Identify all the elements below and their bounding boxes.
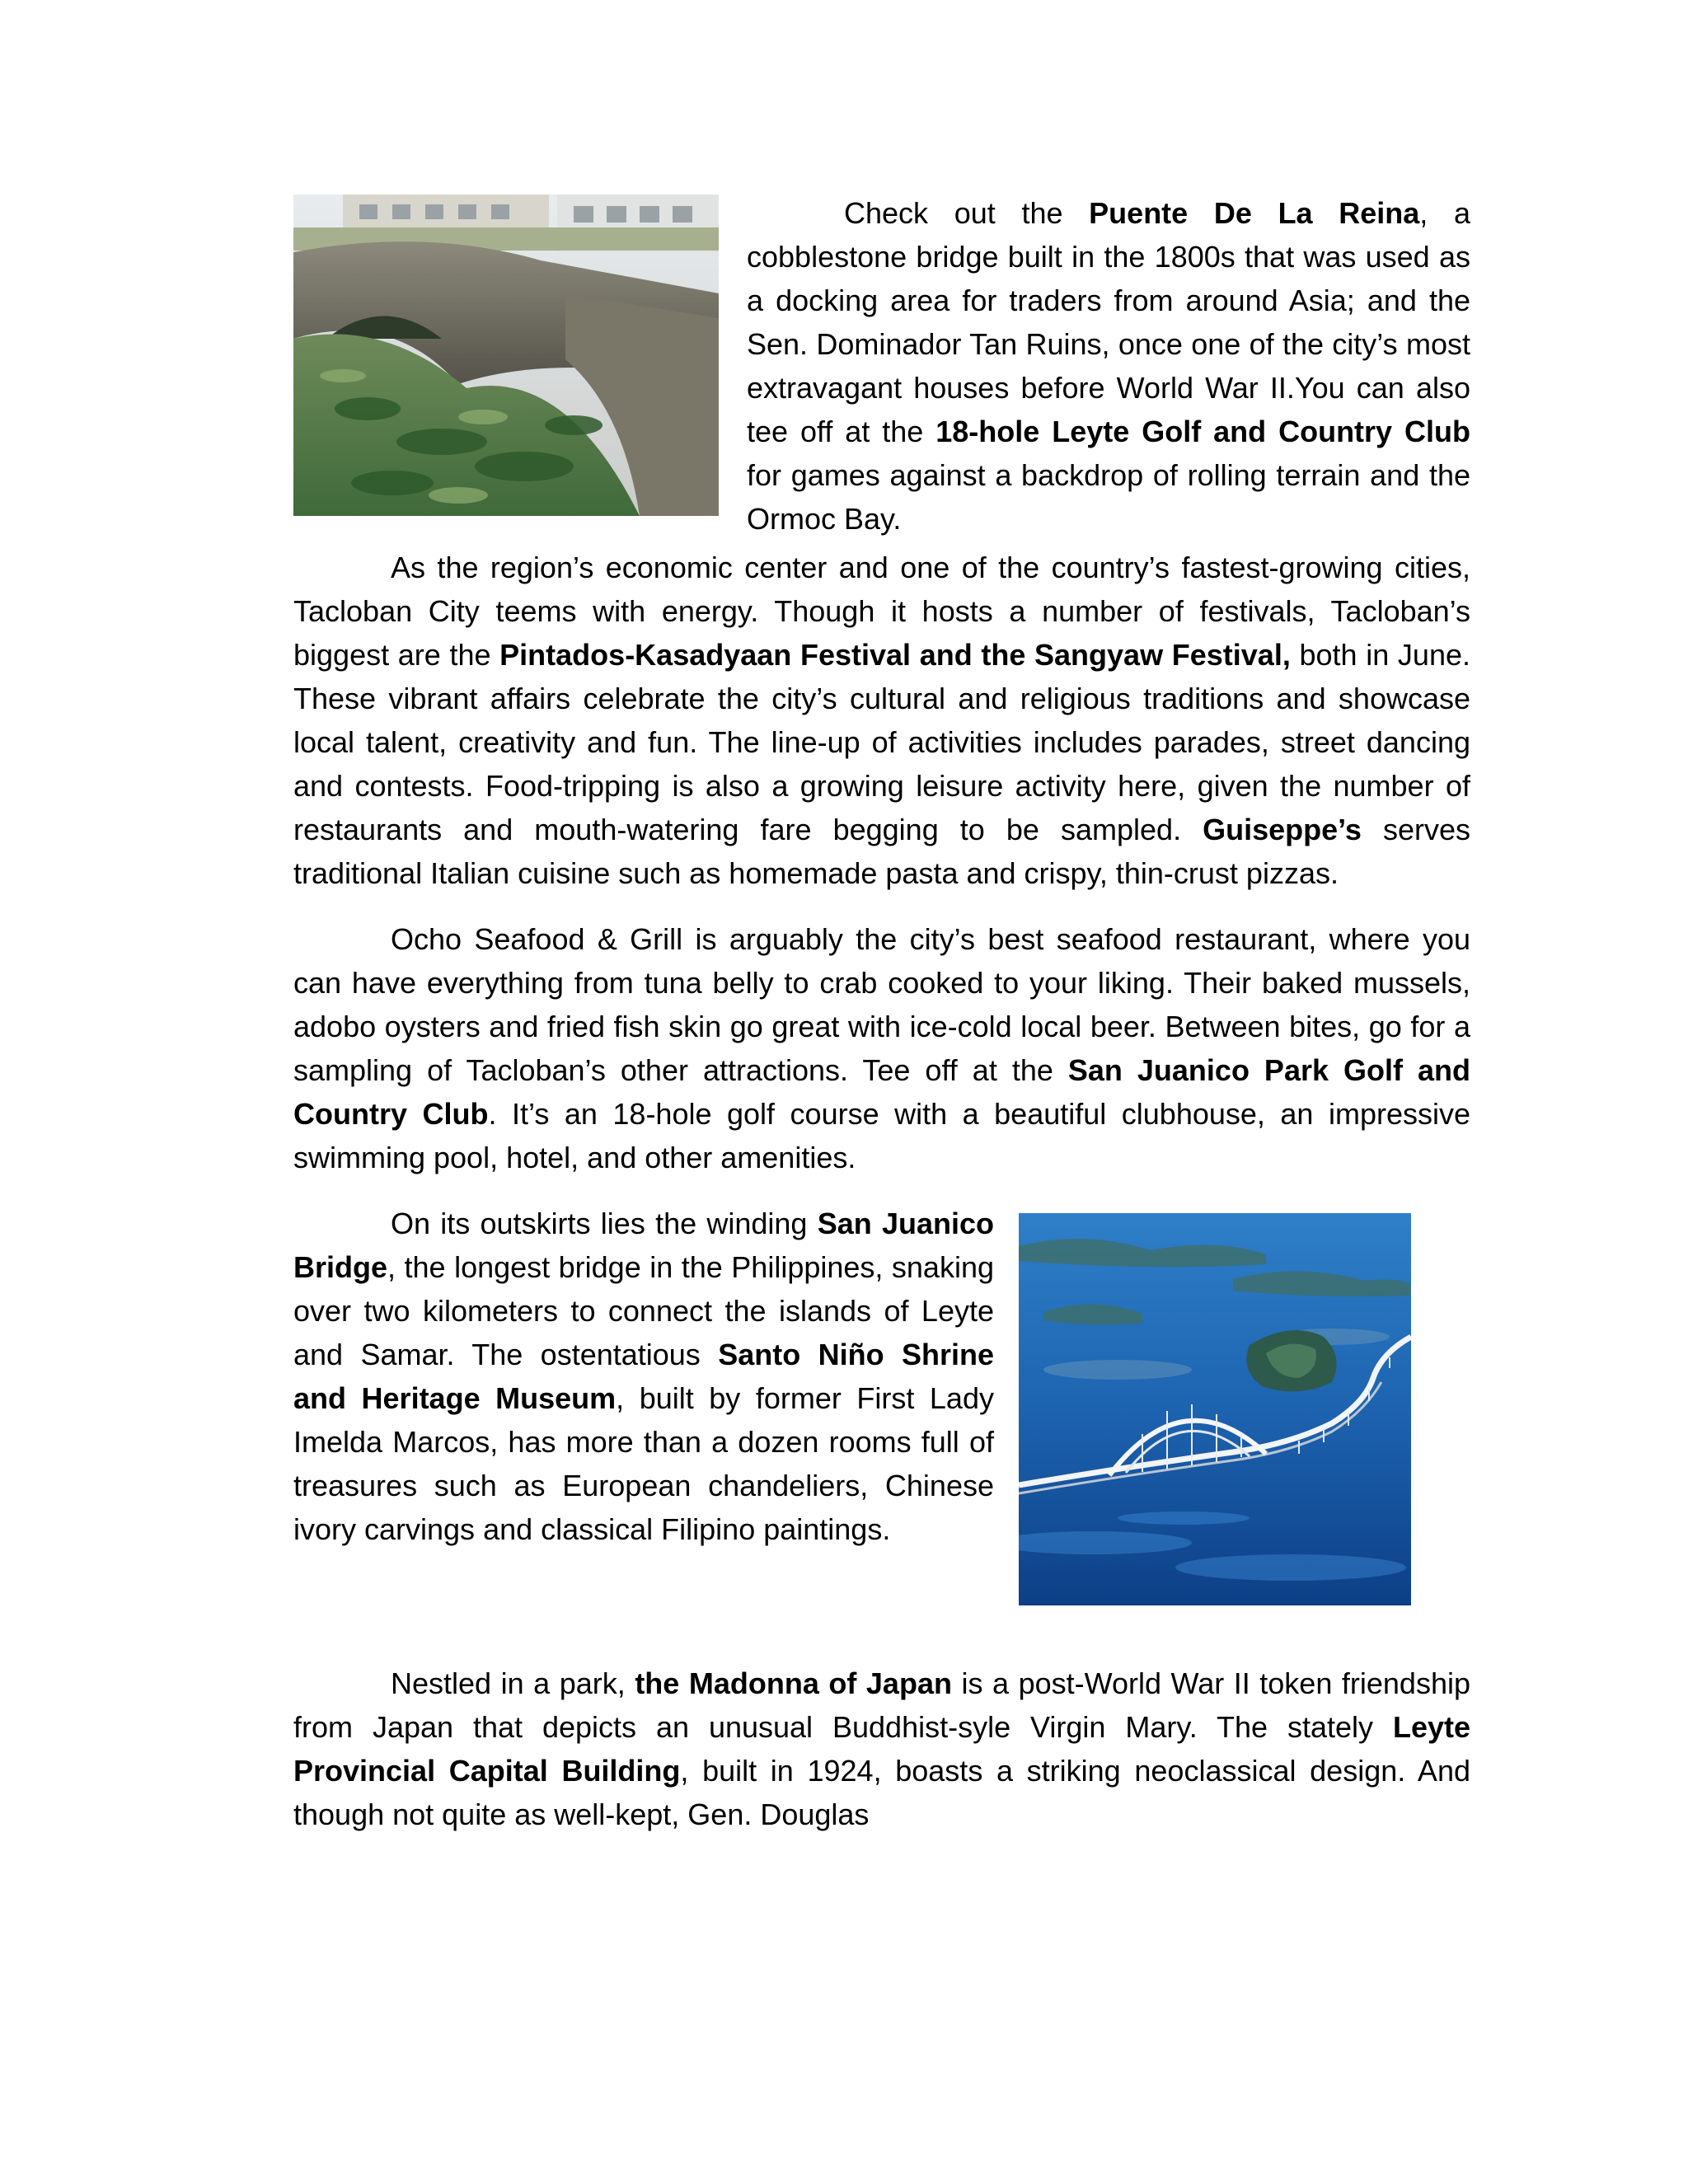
juanico-block [293, 1202, 1470, 1661]
highlight-leyte-golf: 18-hole Leyte Golf and Country Club [935, 415, 1471, 448]
highlight-puente-de-la-reina: Puente De La Reina [1089, 196, 1420, 230]
paragraph-san-juanico: On its outskirts lies the winding San Juanico Bridge, the longest bridge in the Philippines, snaking over two kilometers to connect the islands of Leyte and Samar. The ostentatious Santo Niño Shrine and Heritage Museum, built by former First Lady Imelda Marcos, has more than a dozen rooms full of treasures such as European chandeliers, Chinese ivory carvings and classical Filipino paintings. [293, 1207, 994, 1546]
paragraph-madonna: Nestled in a park, the Madonna of Japan is a post-World War II token friendship from Japan that depicts an unusual Buddhist-syle Virgin Mary. The stately Leyte Provincial Capital Building, built in 1924, boasts a striking neoclassical design. And though not quite as well-kept, Gen. Douglas [293, 1666, 1470, 1831]
highlight-santo-nino-shrine: Santo Niño Shrine and Heritage Museum [293, 1338, 994, 1415]
paragraph-puente: Check out the Puente De La Reina, a cobblestone bridge built in the 1800s that was used as a docking area for traders from around Asia; and the Sen. Dominador Tan Ruins, once one of the city’s most extravagant houses before World War II.You can also tee off at the 18-hole Leyte Golf and Country Club for games against a backdrop of rolling terrain and the Ormoc Bay. [747, 196, 1471, 536]
highlight-guiseppes: Guiseppe’s [1203, 813, 1362, 846]
intro-block [293, 191, 1470, 546]
paragraph-festivals: As the region’s economic center and one of the country’s fastest-growing cities, Tacloban City teems with energy. Though it hosts a number of festivals, Tacloban’s biggest are the Pintados-Kasadyaan Festival and the Sangyaw Festival, both in June. These vibrant affairs celebrate the city’s cultural and religious traditions and showcase local talent, creativity and fun. The line-up of activities includes parades, street dancing and contests. Food-tripping is also a growing leisure activity here, given the number of restaurants and mouth-watering fare begging to be sampled. Guiseppe’s serves traditional Italian cuisine such as homemade pasta and crispy, thin-crust pizzas. [293, 551, 1470, 890]
highlight-san-juanico-golf: San Juanico Park Golf and Country Club [293, 1053, 1470, 1131]
paragraph-ocho-seafood: Ocho Seafood & Grill is arguably the city’s best seafood restaurant, where you can have everything from tuna belly to crab cooked to your liking. Their baked mussels, adobo oysters and fried fish skin go great with ice-cold local beer. Between bites, go for a sampling of Tacloban’s other attractions. Tee off at the San Juanico Park Golf and Country Club. It’s an 18-hole golf course with a beautiful clubhouse, an impressive swimming pool, hotel, and other amenities. [293, 922, 1470, 1174]
highlight-madonna-of-japan: the Madonna of Japan [635, 1666, 952, 1700]
intro-text [747, 191, 1470, 541]
juanico-text [293, 1202, 994, 1551]
puente-de-la-reina-photo [293, 194, 719, 516]
highlight-san-juanico-bridge: San Juanico Bridge [293, 1207, 994, 1284]
highlight-festivals: Pintados-Kasadyaan Festival and the Sangyaw Festival, [499, 638, 1291, 672]
san-juanico-bridge-photo [1019, 1213, 1411, 1605]
highlight-capital-building: Leyte Provincial Capital Building [293, 1710, 1470, 1788]
document-page [293, 191, 1470, 1836]
